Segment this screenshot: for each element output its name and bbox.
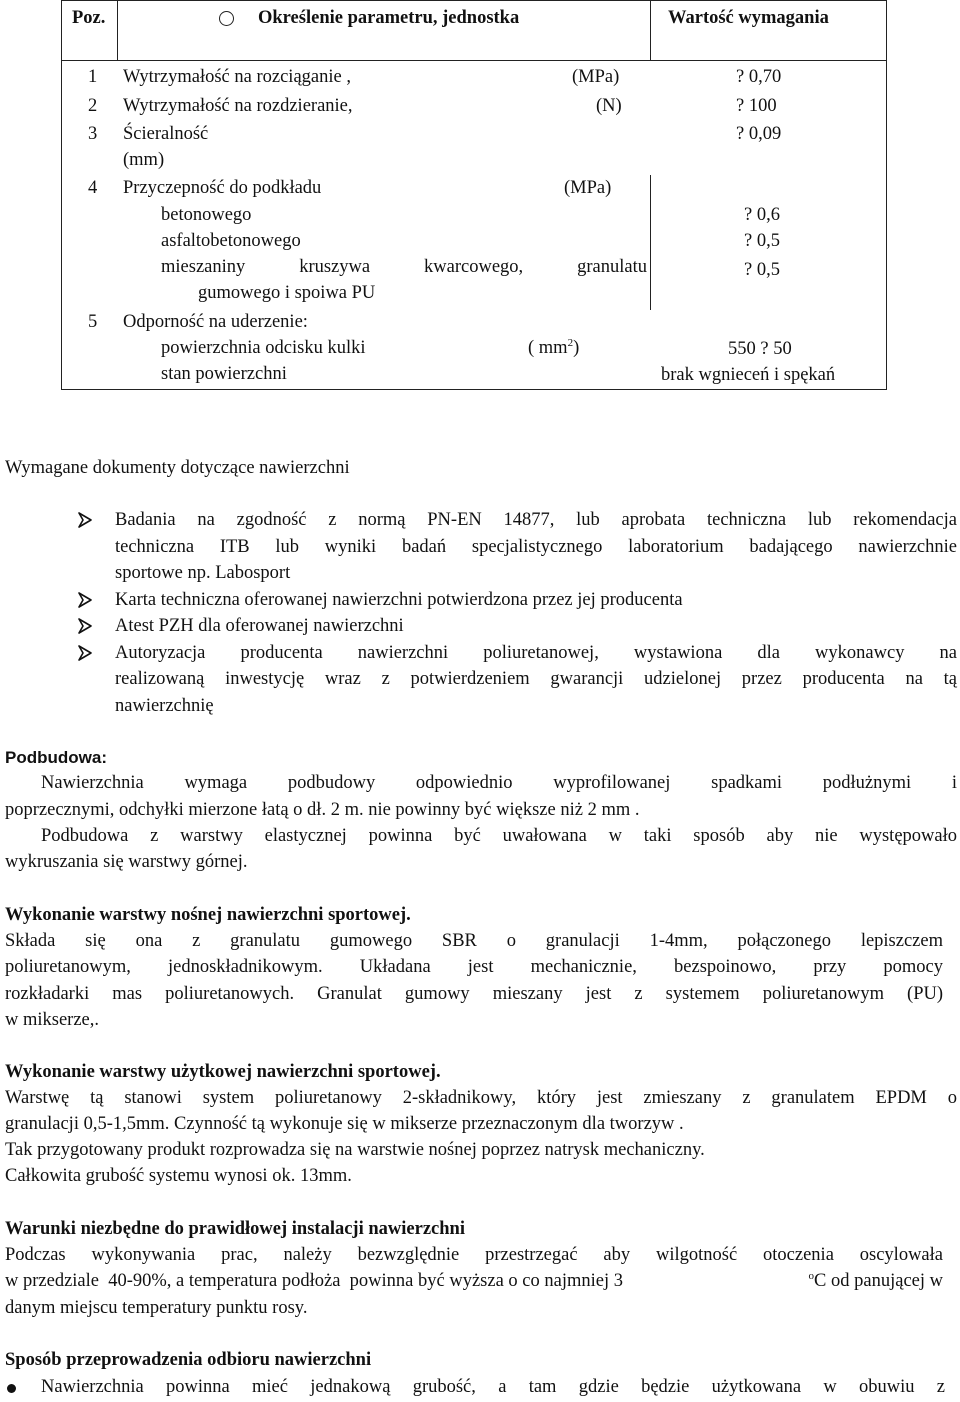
circle-bullet-icon bbox=[219, 11, 234, 26]
doc-item-line: sportowe np. Labosport bbox=[115, 563, 291, 583]
table-border-right bbox=[886, 0, 887, 390]
row-sub-label: stan powierzchni bbox=[161, 364, 287, 384]
row-sub-unit bbox=[528, 336, 579, 360]
table-border-bottom bbox=[61, 389, 887, 390]
warunki-line: Podczas wykonywania prac, należy bezwzględnie przestrzegać aby wilgotność otoczenia oscylowała bbox=[5, 1245, 943, 1265]
row-value: ? 100 bbox=[736, 96, 777, 116]
docs-heading: Wymagane dokumenty dotyczące nawierzchni bbox=[5, 458, 350, 478]
podbudowa-line: Podbudowa z warstwy elastycznej powinna być uwałowana w taki sposób aby nie występowało bbox=[41, 826, 957, 846]
row-sub-value: ? 0,5 bbox=[744, 260, 780, 280]
podbudowa-line: Nawierzchnia wymaga podbudowy odpowiednio wyprofilowanej spadkami podłużnymi i bbox=[41, 773, 957, 793]
row-sub-label: mieszaniny kruszywa kwarcowego, granulatu bbox=[161, 257, 647, 277]
uzytkowa-heading: Wykonanie warstwy użytkowej nawierzchni sportowej. bbox=[5, 1062, 441, 1082]
doc-item-line: nawierzchnię bbox=[115, 696, 214, 716]
odbior-heading: Sposób przeprowadzenia odbioru nawierzchni bbox=[5, 1350, 372, 1370]
header-value: Wartość wymagania bbox=[668, 8, 829, 28]
doc-item-line: realizowaną inwestycję wraz z potwierdzeniem gwarancji udzielonej przez producenta na tą bbox=[115, 669, 957, 689]
warunki-text: C od panującej w bbox=[814, 1271, 943, 1291]
doc-item-line: Karta techniczna oferowanej nawierzchni potwierdzona przez jej producenta bbox=[115, 590, 683, 610]
nosna-line: Składa się ona z granulatu gumowego SBR o granulacji 1-4mm, połączonego lepiszczem bbox=[5, 931, 943, 951]
row-value: ? 0,09 bbox=[736, 124, 782, 144]
row-sub-value: ? 0,6 bbox=[744, 205, 780, 225]
podbudowa-line: wykruszania się warstwy górnej. bbox=[5, 852, 248, 872]
table-col-divider-2 bbox=[650, 0, 651, 60]
row-unit: (N) bbox=[596, 96, 622, 116]
doc-item-line: techniczna ITB lub wyniki badań specjalistycznego laboratorium badającego nawierzchnie bbox=[115, 537, 957, 557]
arrow-bullet-icon bbox=[77, 645, 93, 661]
row-unit: (mm) bbox=[123, 150, 165, 170]
row-sub-label: asfaltobetonowego bbox=[161, 231, 301, 251]
nosna-line: w mikserze,. bbox=[5, 1010, 100, 1030]
table-header-divider bbox=[61, 60, 887, 61]
doc-item-line: Autoryzacja producenta nawierzchni poliuretanowej, wystawiona dla wykonawcy na bbox=[115, 643, 957, 663]
row-sub-value: 550 ? 50 bbox=[728, 339, 792, 359]
header-poz: Poz. bbox=[72, 8, 106, 28]
unit-superscript: 2 bbox=[567, 337, 574, 349]
table-border-left bbox=[61, 0, 62, 390]
uzytkowa-line: Warstwę tą stanowi system poliuretanowy 2-składnikowy, który jest zmieszany z granulatem EPDM o bbox=[5, 1088, 957, 1108]
row-sub-label: betonowego bbox=[161, 205, 252, 225]
warunki-heading: Warunki niezbędne do prawidłowej instalacji nawierzchni bbox=[5, 1219, 465, 1239]
uzytkowa-line: granulacji 0,5-1,5mm. Czynność tą wykonuje się w mikserze przeznaczonym dla tworzyw . bbox=[5, 1114, 684, 1134]
row-sub-value: brak wgnieceń i spękań bbox=[661, 365, 836, 385]
uzytkowa-line: Całkowita grubość systemu wynosi ok. 13mm. bbox=[5, 1166, 352, 1186]
row-number: 4 bbox=[88, 178, 98, 198]
warunki-temp bbox=[809, 1269, 943, 1293]
table-border-top bbox=[61, 0, 887, 1]
row-value: ? 0,70 bbox=[736, 67, 782, 87]
row-label: Wytrzymałość na rozciąganie , bbox=[123, 67, 351, 87]
row-number: 2 bbox=[88, 96, 98, 116]
nosna-heading: Wykonanie warstwy nośnej nawierzchni sportowej. bbox=[5, 905, 411, 925]
bullet-dot-icon bbox=[7, 1384, 16, 1393]
podbudowa-heading: Podbudowa: bbox=[5, 748, 107, 767]
arrow-bullet-icon bbox=[77, 512, 93, 528]
table-col-divider-1 bbox=[117, 0, 118, 60]
row-number: 3 bbox=[88, 124, 98, 144]
arrow-bullet-icon bbox=[77, 592, 93, 608]
nosna-line: rozkładarki mas poliuretanowych. Granulat gumowy mieszany jest z systemem poliuretanowym (PU) bbox=[5, 984, 943, 1004]
odbior-item: Nawierzchnia powinna mieć jednakową grubość, a tam gdzie będzie użytkowana w obuwiu z bbox=[41, 1377, 945, 1397]
nosna-line: poliuretanowym, jednoskładnikowym. Układana jest mechanicznie, bezspoinowo, przy pomocy bbox=[5, 957, 943, 977]
arrow-bullet-icon bbox=[77, 618, 93, 634]
row-number: 1 bbox=[88, 67, 98, 87]
warunki-line: danym miejscu temperatury punktu rosy. bbox=[5, 1298, 308, 1318]
unit-text: ( mm bbox=[528, 338, 568, 358]
row-sub-label: powierzchnia odcisku kulki bbox=[161, 338, 366, 358]
warunki-line bbox=[5, 1269, 943, 1293]
table-value-divider-row4 bbox=[650, 175, 651, 310]
row-label: Ścieralność bbox=[123, 124, 209, 144]
row-label: Przyczepność do podkładu bbox=[123, 178, 322, 198]
row-sub-value: ? 0,5 bbox=[744, 231, 780, 251]
doc-item-line: Atest PZH dla oferowanej nawierzchni bbox=[115, 616, 404, 636]
uzytkowa-line: Tak przygotowany produkt rozprowadza się na warstwie nośnej poprzez natrysk mechaniczny. bbox=[5, 1140, 705, 1160]
unit-close: ) bbox=[573, 338, 580, 358]
doc-item-line: Badania na zgodność z normą PN-EN 14877, lub aprobata techniczna lub rekomendacja bbox=[115, 510, 957, 530]
degree-superscript: o bbox=[808, 1270, 815, 1282]
row-unit: (MPa) bbox=[572, 67, 620, 87]
row-label: Wytrzymałość na rozdzieranie, bbox=[123, 96, 353, 116]
row-number: 5 bbox=[88, 312, 98, 332]
row-unit: (MPa) bbox=[564, 178, 612, 198]
row-sub-label-cont: gumowego i spoiwa PU bbox=[198, 283, 376, 303]
warunki-text: w przedziale 40-90%, a temperatura podłoża powinna być wyższa o co najmniej 3 bbox=[5, 1271, 623, 1291]
header-param: Określenie parametru, jednostka bbox=[258, 8, 520, 28]
podbudowa-line: poprzecznymi, odchyłki mierzone łatą o dł. 2 m. nie powinny być większe niż 2 mm . bbox=[5, 800, 640, 820]
row-label: Odporność na uderzenie: bbox=[123, 312, 308, 332]
